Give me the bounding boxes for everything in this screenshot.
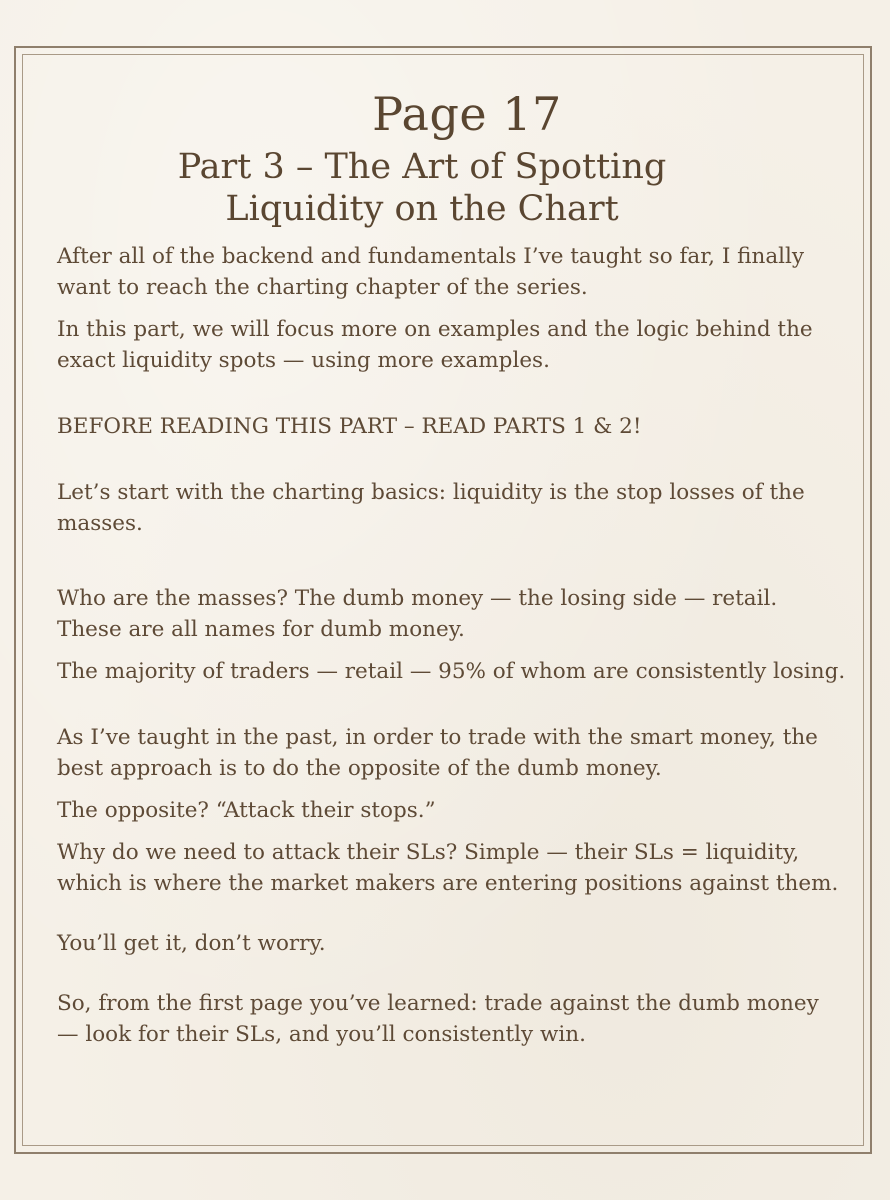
part-title-line-1: Part 3 – The Art of Spotting [177, 147, 667, 187]
paragraph-conclusion: So, from the first page you’ve learned: trade against the dumb money — look for their SLs, and you’ll consistently win. [57, 991, 819, 1047]
paragraph-attack-sls: Why do we need to attack their SLs? Simple — their SLs = liquidity, which is where the market makers are entering positions against them. [57, 840, 839, 896]
paragraph-basics: Let’s start with the charting basics: liquidity is the stop losses of the masses. [57, 480, 805, 536]
paragraph-intro: After all of the backend and fundamentals I’ve taught so far, I finally want to reach the charting chapter of the series. [57, 244, 805, 300]
page-number: Page 17 [372, 87, 562, 141]
paragraph-majority: The majority of traders — retail — 95% of whom are consistently losing. [57, 659, 846, 684]
paragraph-masses: Who are the masses? The dumb money — the losing side — retail. These are all names for dumb money. [57, 586, 778, 642]
paragraph-dont-worry: You’ll get it, don’t worry. [57, 931, 326, 956]
paragraph-opposite: The opposite? “Attack their stops.” [57, 798, 436, 823]
paragraph-warning: BEFORE READING THIS PART – READ PARTS 1 & 2! [57, 414, 642, 439]
paragraph-focus: In this part, we will focus more on examples and the logic behind the exact liquidity spots — using more examples. [57, 317, 813, 373]
paragraph-smart-money: As I’ve taught in the past, in order to trade with the smart money, the best approach is to do the opposite of the dumb money. [57, 725, 818, 781]
page-content [57, 82, 847, 1050]
part-title-line-2: Liquidity on the Chart [225, 189, 619, 229]
